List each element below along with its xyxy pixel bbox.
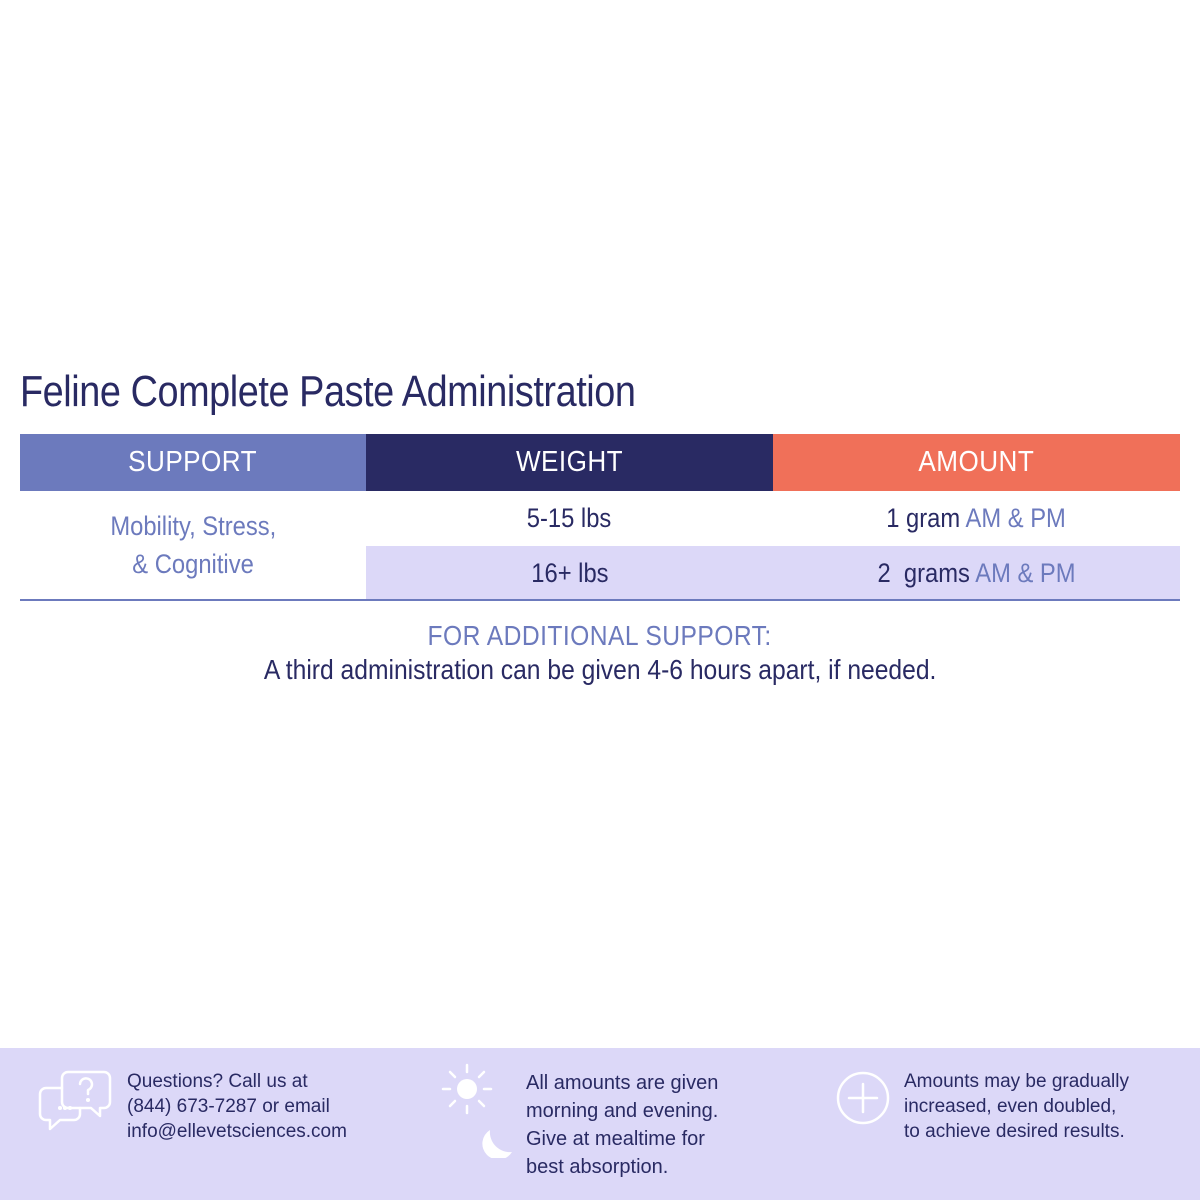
support-line-2: & Cognitive bbox=[132, 549, 254, 579]
increase-text: Amounts may be gradually increased, even doubled, to achieve desired results. bbox=[904, 1071, 1129, 1142]
additional-support-heading: FOR ADDITIONAL SUPPORT: bbox=[427, 620, 773, 651]
timing-value: AM & PM bbox=[975, 557, 1076, 588]
header-support: SUPPORT bbox=[20, 434, 366, 491]
footer-info-bar bbox=[0, 1048, 1200, 1200]
amount-value: 2 grams bbox=[877, 557, 970, 588]
plus-circle-icon bbox=[836, 1071, 890, 1125]
timing-text: All amounts are given morning and evening. Give at mealtime for best absorption. bbox=[526, 1072, 719, 1178]
amount-value: 1 gram bbox=[886, 502, 961, 533]
dosage-table bbox=[20, 434, 1180, 600]
table-row bbox=[366, 546, 1180, 600]
table-row bbox=[366, 491, 1180, 545]
amount-cell bbox=[773, 546, 1180, 600]
sun-moon-icon bbox=[440, 1062, 518, 1158]
support-cell bbox=[20, 491, 366, 599]
weight-cell: 5-15 lbs bbox=[527, 502, 612, 533]
weight-cell: 16+ lbs bbox=[530, 557, 609, 588]
email-link[interactable]: info@ellevetsciences.com bbox=[127, 1121, 347, 1142]
amount-cell bbox=[773, 491, 1180, 545]
support-line-1: Mobility, Stress, bbox=[110, 511, 276, 541]
additional-support-text: A third administration can be given 4-6 hours apart, if needed. bbox=[263, 654, 937, 685]
page-title: Feline Complete Paste Administration bbox=[20, 367, 636, 416]
header-weight: WEIGHT bbox=[366, 434, 773, 491]
timing-value: AM & PM bbox=[965, 502, 1067, 533]
chat-question-icon bbox=[38, 1068, 112, 1132]
header-amount: AMOUNT bbox=[773, 434, 1180, 491]
table-bottom-rule bbox=[20, 599, 1180, 601]
questions-text: Questions? Call us at (844) 673-7287 or email info@ellevetsciences.com bbox=[127, 1071, 347, 1142]
